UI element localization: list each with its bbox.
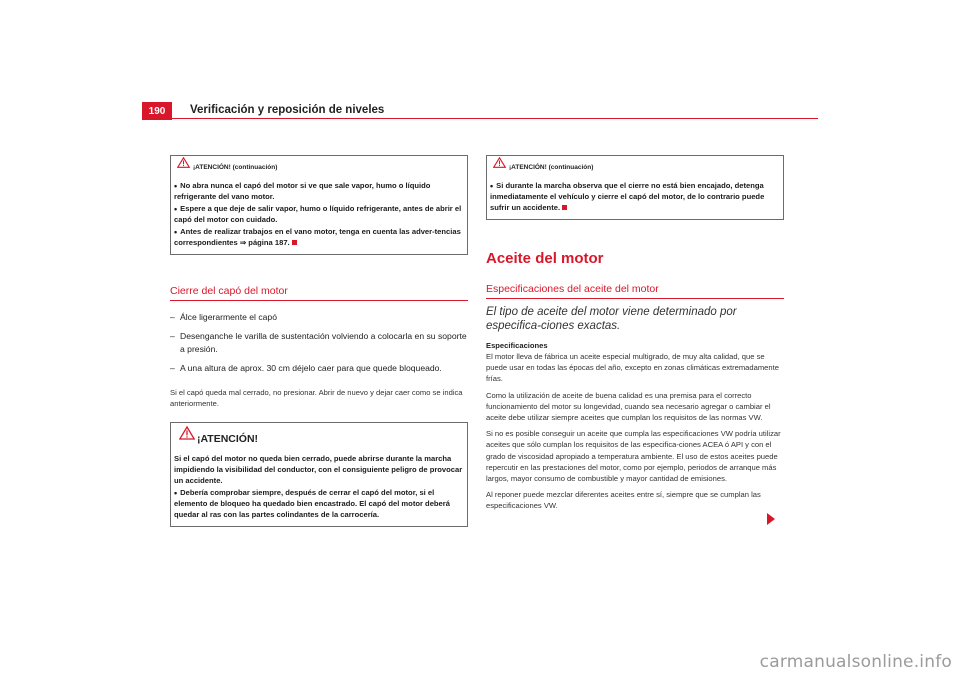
- paragraph: Si no es posible conseguir un aceite que cumpla las especificaciones VW podría utilizar aceites que sólo cumplan los requisitos de las especifica-ciones ACEA ó API y con el grado de viscosidad apropiado a temperatura ambiente. El uso de estos aceites puede repercutir en las prestaciones del motor, como por ejemplo, periodos de arranque más largos, mayor consumo de combustible y mayor cantidad de emisiones.: [486, 429, 781, 484]
- next-page-arrow-icon[interactable]: [767, 513, 775, 525]
- warning-body: [487, 174, 783, 219]
- header-divider: [172, 118, 818, 119]
- warning-heading: ¡ATENCIÓN!: [171, 423, 467, 451]
- warning-continued-box: [486, 155, 784, 220]
- end-mark: [292, 240, 297, 245]
- right-column: [486, 155, 784, 517]
- step-item: – Álce ligerarmente el capó: [170, 312, 277, 322]
- warning-body: [171, 451, 467, 526]
- chapter-heading: Aceite del motor: [486, 250, 604, 267]
- note-text: Si el capó queda mal cerrado, no presionar. Abrir de nuevo y dejar caer como se indica anteriormente.: [170, 388, 463, 409]
- section-heading: Cierre del capó del motor: [170, 285, 468, 301]
- warning-item: • No abra nunca el capó del motor si ve que sale vapor, humo o líquido refrigerante del vano motor.: [174, 180, 431, 201]
- page-number: 190: [142, 102, 172, 120]
- warning-triangle-icon: [177, 157, 190, 168]
- warning-item: • Si durante la marcha observa que el cierre no está bien encajado, detenga inmediatamente el vehículo y cierre el capó del motor, de lo contrario puede sufrir un accidente.: [490, 180, 765, 212]
- warning-continued-box: [170, 155, 468, 255]
- warning-heading: ¡ATENCIÓN! (continuación): [171, 156, 467, 174]
- warning-triangle-icon: [493, 157, 506, 168]
- warning-body: [171, 174, 467, 254]
- warning-heading: ¡ATENCIÓN! (continuación): [487, 156, 783, 174]
- warning-item: Si el capó del motor no queda bien cerrado, puede abrirse durante la marcha impidiendo la visibilidad del conductor, con el consiguiente peligro de provocar un accidente.: [174, 454, 463, 486]
- warning-item: • Antes de realizar trabajos en el vano motor, tenga en cuenta las adver-tencias correspondientes ⇒ página 187.: [174, 226, 461, 247]
- end-mark: [562, 205, 567, 210]
- paragraph: Al reponer puede mezclar diferentes aceites entre sí, siempre que se cumplan las especificaciones VW.: [486, 490, 761, 511]
- lead-text: El tipo de aceite del motor viene determinado por especifica-ciones exactas.: [486, 306, 737, 332]
- step-item: – A una altura de aprox. 30 cm déjelo caer para que quede bloqueado.: [170, 363, 442, 373]
- watermark: carmanualsonline.info: [759, 652, 952, 672]
- paragraph: Como la utilización de aceite de buena calidad es una premisa para el correcto funcionamiento del motor su longevidad, cuando sea necesario agregar o cambiar el aceite debe utilizar siempre aceites que cumplan los requisitos de las normas VW.: [486, 390, 771, 423]
- warning-item: • Debería comprobar siempre, después de cerrar el capó del motor, si el elemento de bloqueo ha quedado bien encastrado. El capó del motor deberá quedar al ras con las partes colindantes de la carrocería.: [174, 487, 450, 520]
- paragraph: El motor lleva de fábrica un aceite especial multigrado, de muy alta calidad, que se puede usar en todas las épocas del año, excepto en zonas climáticas extremadamente frías.: [486, 352, 779, 384]
- running-header-title: Verificación y reposición de niveles: [190, 104, 385, 116]
- left-column: [170, 155, 468, 527]
- sub-heading: Especificaciones: [486, 341, 548, 350]
- warning-item: • Espere a que deje de salir vapor, humo o líquido refrigerante, antes de abrir el capó del motor con cuidado.: [174, 203, 462, 224]
- section-heading: Especificaciones del aceite del motor: [486, 283, 784, 299]
- warning-triangle-icon: [179, 426, 195, 440]
- warning-box: [170, 422, 468, 527]
- step-item: – Desenganche le varilla de sustentación volviendo a colocarla en su soporte a presión.: [170, 331, 467, 354]
